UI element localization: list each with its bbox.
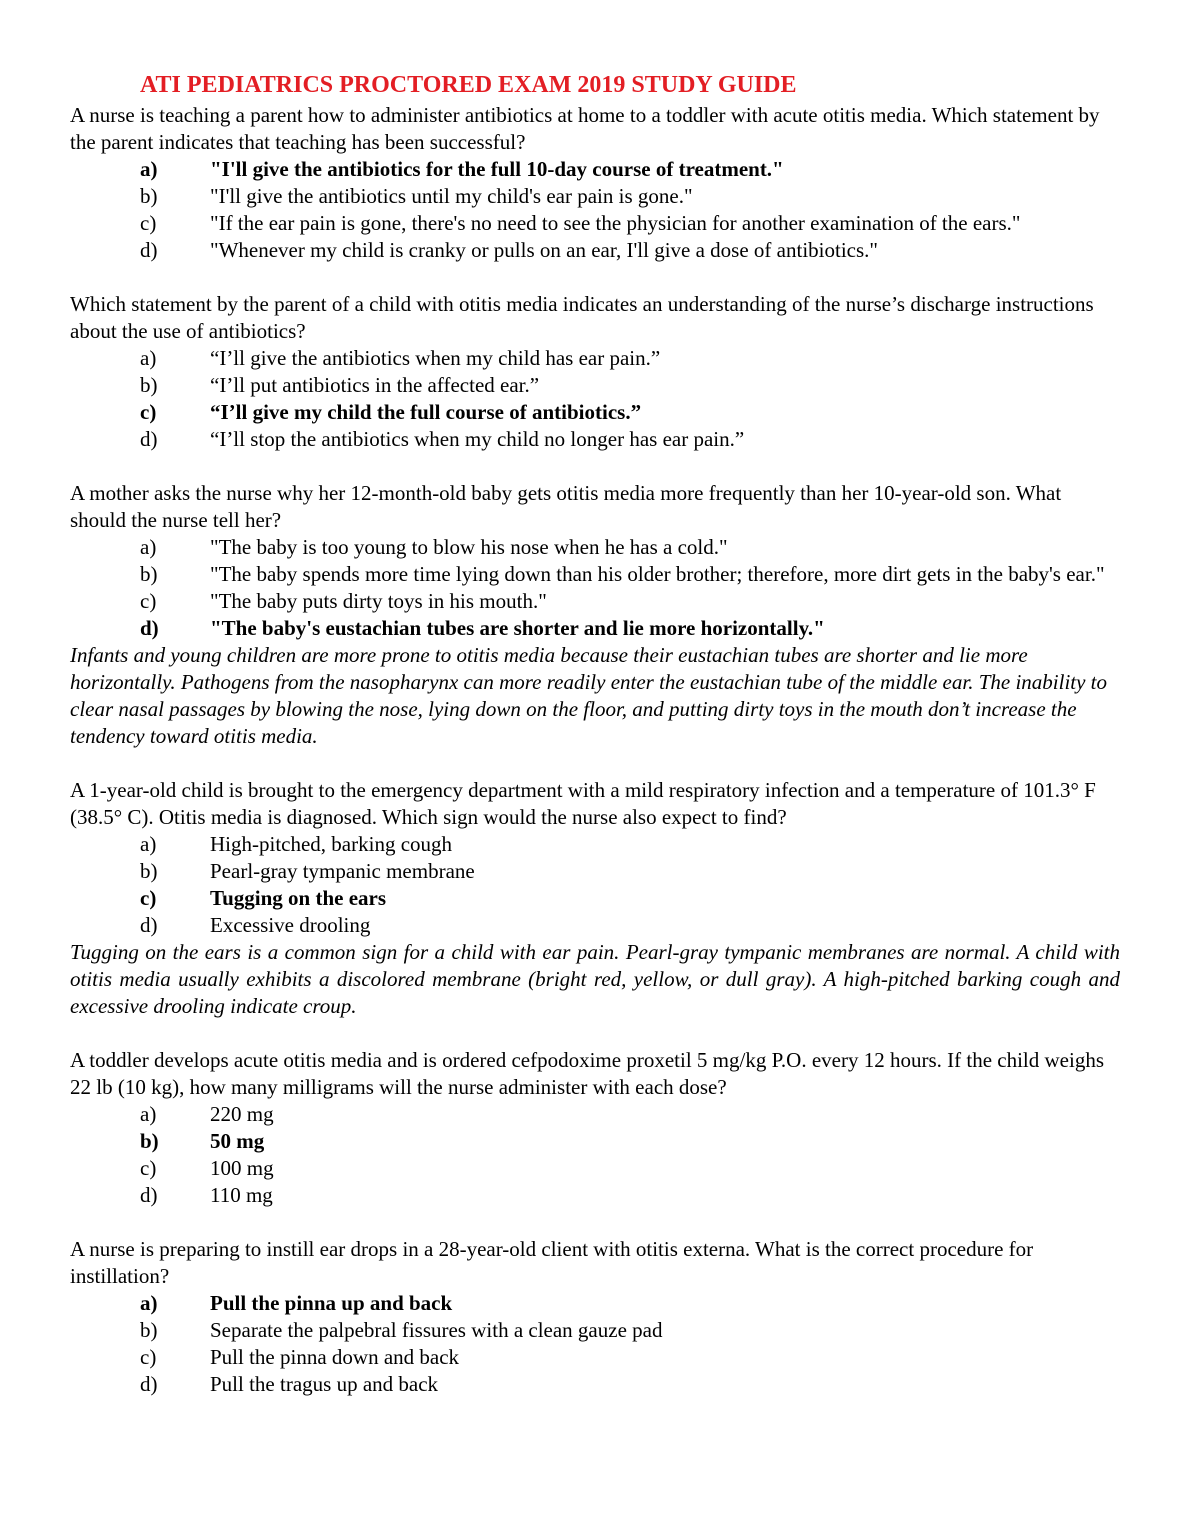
option-text: “I’ll put antibiotics in the affected ear.”	[210, 373, 540, 397]
document-title: ATI PEDIATRICS PROCTORED EXAM 2019 STUDY GUIDE	[140, 72, 797, 98]
question-stem: A toddler develops acute otitis media and is ordered cefpodoxime proxetil 5 mg/kg P.O. every 12 hours. If the child weighs 22 lb (10 kg), how many milligrams will the nurse administer with each dose?	[70, 1048, 1105, 1099]
answer-option	[70, 858, 1120, 885]
question-4	[70, 777, 1120, 1020]
option-text: High-pitched, barking cough	[210, 832, 453, 856]
answer-option	[70, 1371, 1120, 1398]
question-3	[70, 480, 1120, 750]
answer-option-correct	[70, 399, 1120, 426]
answer-option	[70, 912, 1120, 939]
answer-option	[70, 426, 1120, 453]
option-text: Pull the pinna down and back	[210, 1345, 460, 1369]
option-text: Excessive drooling	[210, 913, 371, 937]
option-letter: a)	[140, 535, 157, 559]
option-text: Pull the tragus up and back	[210, 1372, 439, 1396]
option-letter: a)	[140, 1291, 158, 1315]
answer-option	[70, 372, 1120, 399]
option-letter: b)	[140, 859, 158, 883]
option-letter: b)	[140, 562, 158, 586]
answer-option	[70, 588, 1120, 615]
option-letter: b)	[140, 373, 158, 397]
answer-option	[70, 183, 1120, 210]
option-letter: d)	[140, 238, 158, 262]
answer-options	[70, 156, 1120, 264]
answer-option	[70, 534, 1120, 561]
option-letter: d)	[140, 427, 158, 451]
option-text: "The baby's eustachian tubes are shorter and lie more horizontally."	[210, 616, 825, 640]
option-letter: d)	[140, 616, 159, 640]
document-page	[70, 68, 1120, 1425]
option-text: "I'll give the antibiotics until my child's ear pain is gone."	[210, 184, 693, 208]
option-letter: d)	[140, 1183, 158, 1207]
option-text: 100 mg	[210, 1156, 274, 1180]
answer-option-correct	[70, 1290, 1120, 1317]
option-letter: a)	[140, 346, 157, 370]
option-letter: a)	[140, 1102, 157, 1126]
option-text: “I’ll give the antibiotics when my child has ear pain.”	[210, 346, 661, 370]
option-text: Separate the palpebral fissures with a clean gauze pad	[210, 1318, 663, 1342]
question-stem: A nurse is preparing to instill ear drops in a 28-year-old client with otitis externa. What is the correct procedure for instillation?	[70, 1237, 1034, 1288]
answer-option	[70, 1344, 1120, 1371]
option-letter: c)	[140, 1156, 157, 1180]
answer-options	[70, 831, 1120, 939]
question-1	[70, 102, 1120, 264]
option-text: "The baby puts dirty toys in his mouth."	[210, 589, 547, 613]
answer-option	[70, 831, 1120, 858]
question-6	[70, 1236, 1120, 1398]
answer-option-correct	[70, 615, 1120, 642]
option-text: 50 mg	[210, 1129, 265, 1153]
option-text: "If the ear pain is gone, there's no need to see the physician for another examination of the ears."	[210, 211, 1021, 235]
answer-option-correct	[70, 156, 1120, 183]
question-2	[70, 291, 1120, 453]
option-text: 220 mg	[210, 1102, 274, 1126]
option-letter: b)	[140, 1129, 159, 1153]
answer-option-correct	[70, 1128, 1120, 1155]
option-letter: d)	[140, 913, 158, 937]
option-letter: c)	[140, 589, 157, 613]
question-stem: A 1-year-old child is brought to the emergency department with a mild respiratory infection and a temperature of 101.3° F (38.5° C). Otitis media is diagnosed. Which sign would the nurse also expect to find?	[70, 778, 1096, 829]
option-text: “I’ll stop the antibiotics when my child no longer has ear pain.”	[210, 427, 745, 451]
option-text: "The baby is too young to blow his nose when he has a cold."	[210, 535, 728, 559]
option-letter: b)	[140, 184, 158, 208]
option-text: "I'll give the antibiotics for the full 10-day course of treatment."	[210, 157, 784, 181]
answer-option	[70, 1155, 1120, 1182]
option-letter: d)	[140, 1372, 158, 1396]
option-text: Tugging on the ears	[210, 886, 387, 910]
answer-option	[70, 210, 1120, 237]
option-letter: a)	[140, 832, 157, 856]
option-letter: c)	[140, 1345, 157, 1369]
answer-option-correct	[70, 885, 1120, 912]
option-letter: a)	[140, 157, 158, 181]
rationale-text: Tugging on the ears is a common sign for a child with ear pain. Pearl-gray tympanic membranes are normal. A child with otitis media usually exhibits a discolored membrane (bright red, yellow, or dull gray). A high-pitched barking cough and excessive drooling indicate croup.	[70, 940, 1120, 1018]
option-text: “I’ll give my child the full course of antibiotics.”	[210, 400, 642, 424]
option-letter: c)	[140, 211, 157, 235]
answer-option	[70, 345, 1120, 372]
option-text: "Whenever my child is cranky or pulls on an ear, I'll give a dose of antibiotics."	[210, 238, 878, 262]
option-letter: b)	[140, 1318, 158, 1342]
answer-option	[70, 1101, 1120, 1128]
question-stem: Which statement by the parent of a child with otitis media indicates an understanding of the nurse’s discharge instructions about the use of antibiotics?	[70, 292, 1094, 343]
question-stem: A nurse is teaching a parent how to administer antibiotics at home to a toddler with acute otitis media. Which statement by the parent indicates that teaching has been successful?	[70, 103, 1100, 154]
option-text: 110 mg	[210, 1183, 273, 1207]
question-stem: A mother asks the nurse why her 12-month-old baby gets otitis media more frequently than her 10-year-old son. What should the nurse tell her?	[70, 481, 1062, 532]
answer-option	[70, 1182, 1120, 1209]
option-text: Pull the pinna up and back	[210, 1291, 453, 1315]
answer-options	[70, 345, 1120, 453]
answer-options	[70, 1101, 1120, 1209]
question-5	[70, 1047, 1120, 1209]
answer-option	[70, 1317, 1120, 1344]
answer-options	[70, 534, 1120, 642]
answer-options	[70, 1290, 1120, 1398]
option-text: Pearl-gray tympanic membrane	[210, 859, 475, 883]
answer-option	[70, 237, 1120, 264]
option-letter: c)	[140, 886, 157, 910]
option-letter: c)	[140, 400, 157, 424]
rationale-text: Infants and young children are more prone to otitis media because their eustachian tubes are shorter and lie more horizontally. Pathogens from the nasopharynx can more readily enter the eustachian tube of the middle ear. The inability to clear nasal passages by blowing the nose, lying down on the floor, and putting dirty toys in the mouth don’t increase the tendency toward otitis media.	[70, 643, 1108, 748]
option-text: "The baby spends more time lying down than his older brother; therefore, more dirt gets in the baby's ear."	[210, 562, 1105, 586]
answer-option	[70, 561, 1120, 588]
